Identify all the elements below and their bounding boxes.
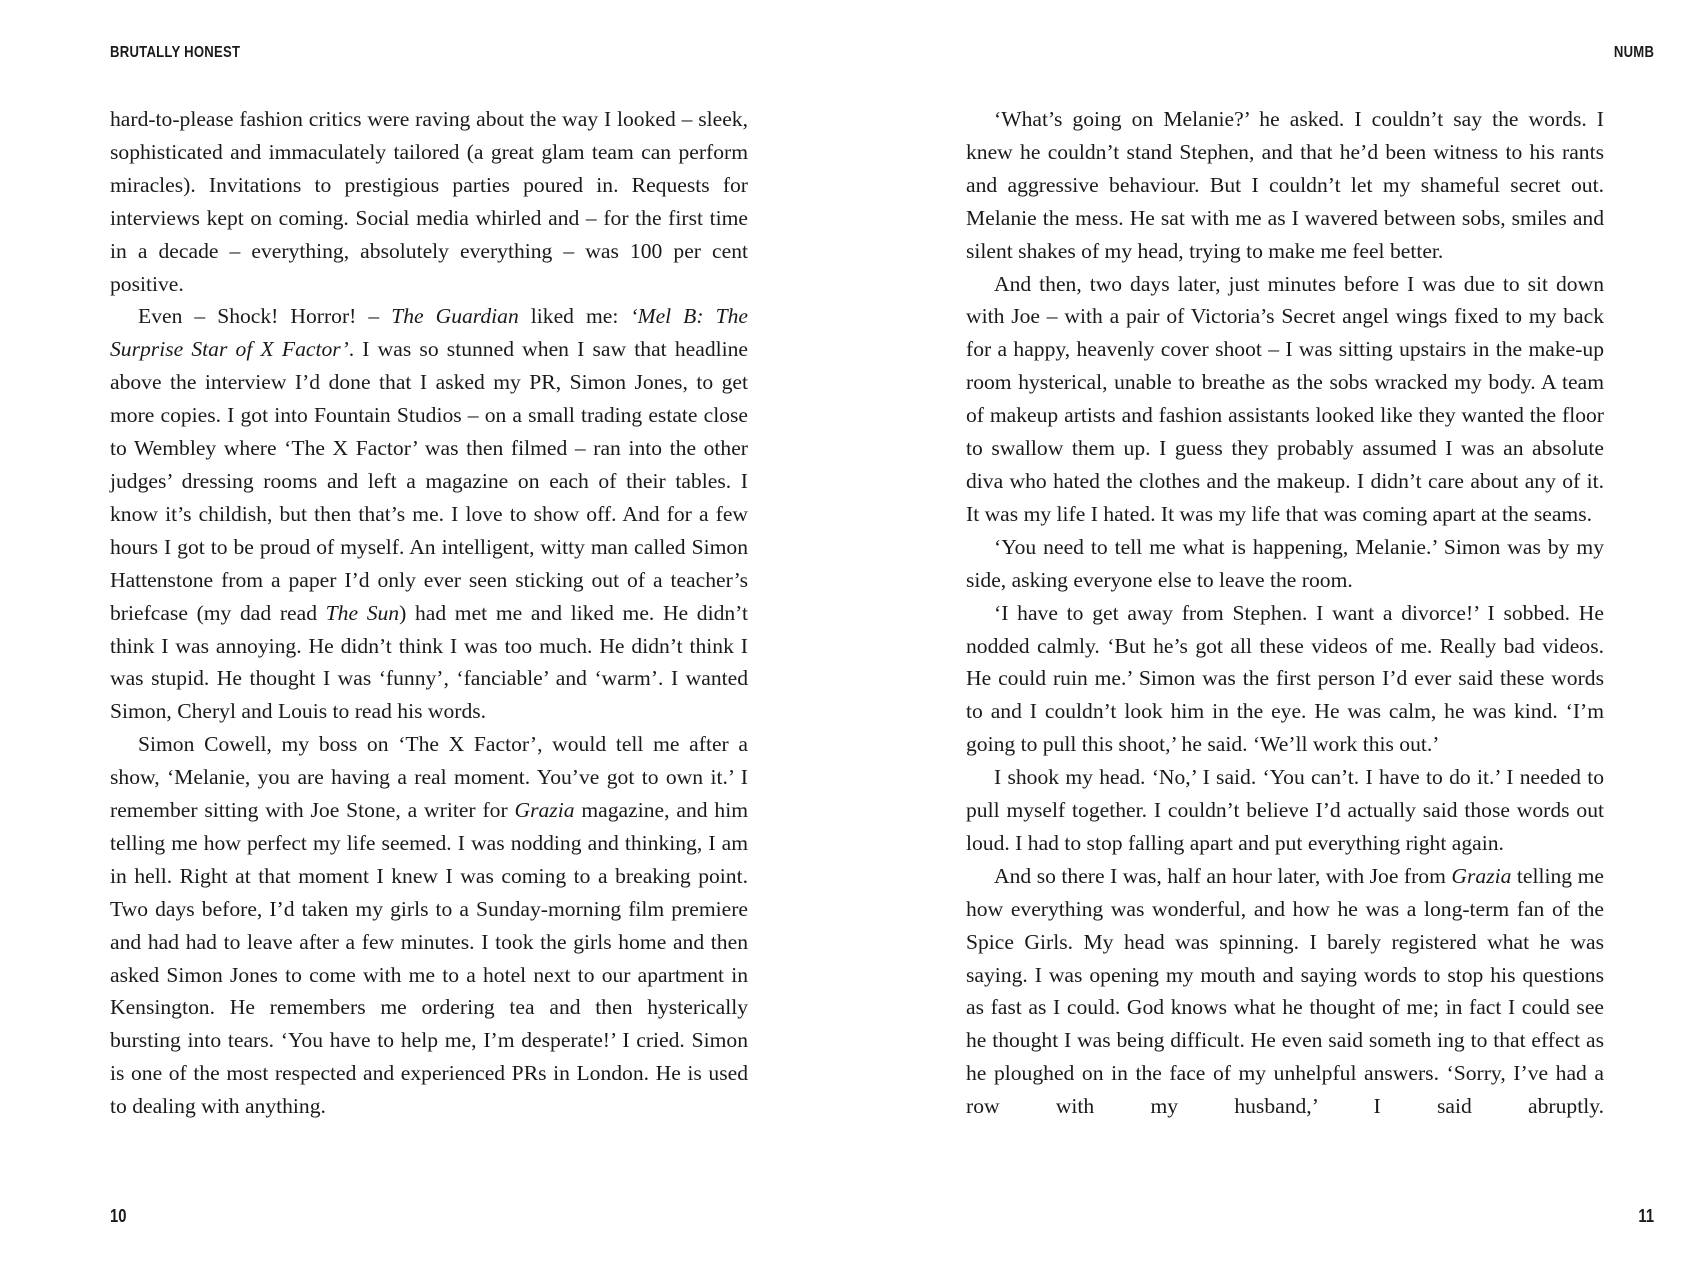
paragraph: [966, 761, 1604, 860]
paragraph: [966, 268, 1604, 531]
paragraph: [966, 860, 1604, 1123]
body-text: [966, 103, 1604, 1123]
text-run: hard-to-please fashion critics were raving about the way I looked – sleek, sophisticated and immaculately tailored (a great glam team can perform miracles). Invitations to prestigious parties poured in. Requests for interviews kept on coming. Social media whirled and – for the first time in a decade – everything, absolutely everything – was 100 per cent positive.: [110, 107, 748, 296]
text-run: magazine, and him telling me how perfect my life seemed. I was nodding and thinking, I am in hell. Right at that moment I knew I was coming to a breaking point. Two days before, I’d taken my girls to a Sunday-morning film premiere and had had to leave after a few minutes. I took the girls home and then asked Simon Jones to come with me to a hotel next to our apartment in Kensington. He remembers me ordering tea and then hysterically bursting into tears. ‘You have to help me, I’m desperate!’ I cried. Simon is one of the most respected and experienced PRs in London. He is used to dealing with anything.: [110, 798, 749, 1119]
text-run: Simon Cowell, my boss on ‘The X Factor’, would tell me after a show, ‘Melanie, you are having a real moment. You’ve got to own it.’ I remember sitting with Joe Stone, a writer for: [110, 732, 748, 823]
italic-text: Grazia: [1451, 863, 1512, 888]
paragraph: [966, 531, 1604, 597]
text-run: ‘I have to get away from Stephen. I want a divorce!’ I sobbed. He nodded calmly. ‘But he’s got all these videos of me. Really bad videos. He could ruin me.’ Simon was the first person I’d ever said these words to and I couldn’t look him in the eye. He was calm, he was kind. ‘I’m going to pull this shoot,’ he said. ‘We’ll work this out.’: [966, 600, 1604, 757]
text-run: And then, two days later, just minutes before I was due to sit down with Joe – with a pair of Victoria’s Secret angel wings fixed to my back for a happy, heavenly cover shoot – I was sitting upstairs in the make-up room hysterical, unable to breathe as the sobs wracked my body. A team of makeup artists and fashion assistants looked like they wanted the floor to swallow them up. I guess they probably assumed I was an absolute diva who hated the clothes and the makeup. I didn’t care about any of it. It was my life I hated. It was my life that was coming apart at the seams.: [966, 271, 1604, 526]
page-number: 11: [1638, 1206, 1654, 1226]
text-run: liked me:: [518, 304, 631, 329]
running-head-chapter-title: NUMB: [1613, 44, 1654, 61]
italic-text: Grazia: [514, 798, 575, 823]
paragraph: [966, 597, 1604, 762]
paragraph: [110, 728, 748, 1123]
paragraph: [110, 103, 748, 300]
italic-text: ‘Mel B: The Surprise Star of X Factor’: [110, 304, 748, 362]
paragraph: [966, 103, 1604, 268]
text-run: I shook my head. ‘No,’ I said. ‘You can’t. I have to do it.’ I needed to pull myself together. I couldn’t believe I’d actually said those words out loud. I had to stop falling apart and put everything right again.: [966, 765, 1604, 855]
text-run: Even – Shock! Horror! –: [138, 304, 392, 329]
running-head-book-title: BRUTALLY HONEST: [110, 44, 241, 61]
left-page: [0, 0, 850, 1276]
page-number: 10: [110, 1206, 127, 1226]
paragraph: [110, 300, 748, 728]
body-text: [110, 103, 748, 1123]
italic-text: The Sun: [325, 600, 400, 625]
text-run: telling me how everything was wonderful, and how he was a long-term fan of the Spice Girls. My head was spinning. I barely registered what he was saying. I was opening my mouth and saying words to stop his questions as fast as I could. God knows what he thought of me; in fact I could see he thought I was being difficult. He even said someth ing to that effect as he ploughed on in the face of my unhelpful answers. ‘Sorry, I’ve had a row with my husband,’ I said abruptly.: [966, 863, 1604, 1119]
text-run: . I was so stunned when I saw that headline above the interview I’d done that I asked my PR, Simon Jones, to get more copies. I got into Fountain Studios – on a small trading estate close to Wembley where ‘The X Factor’ was then filmed – ran into the other judges’ dressing rooms and left a magazine on each of their tables. I know it’s childish, but then that’s me. I love to show off. And for a few hours I got to be proud of myself. An intelligent, witty man called Simon Hattenstone from a paper I’d only ever seen sticking out of a teacher’s briefcase (my dad read: [110, 337, 748, 625]
right-page: [851, 0, 1701, 1276]
italic-text: The Guardian: [391, 304, 519, 329]
text-run: ‘You need to tell me what is happening, Melanie.’ Simon was by my side, asking everyone else to leave the room.: [966, 534, 1604, 592]
text-run: ‘What’s going on Melanie?’ he asked. I couldn’t say the words. I knew he couldn’t stand Stephen, and that he’d been witness to his rants and aggressive behaviour. But I couldn’t let my shameful secret out. Melanie the mess. He sat with me as I wavered between sobs, smiles and silent shakes of my head, trying to make me feel better.: [966, 107, 1604, 263]
text-run: And so there I was, half an hour later, with Joe from: [994, 863, 1452, 888]
text-run: ) had met me and liked me. He didn’t think I was annoying. He didn’t think I was too much. He didn’t think I was stupid. He thought I was ‘funny’, ‘fanciable’ and ‘warm’. I wanted Simon, Cheryl and Louis to read his words.: [110, 600, 748, 724]
